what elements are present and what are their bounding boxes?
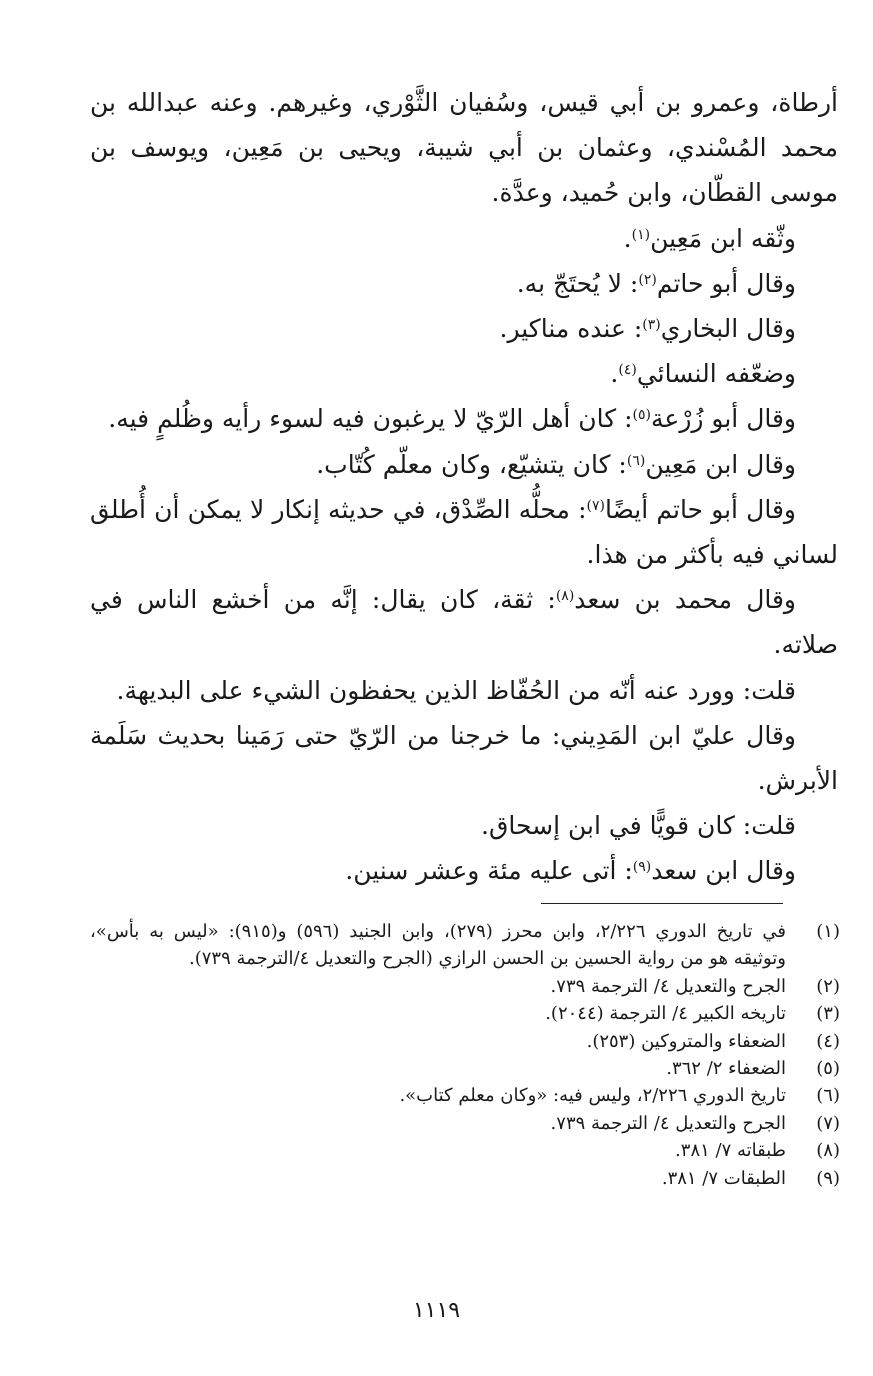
footnote-ref-7[interactable]: (٧): [586, 497, 605, 514]
paragraph-5-tail: .: [610, 359, 619, 389]
paragraph-8-text: وقال أبو حاتم أيضًا: [604, 494, 796, 524]
footnote-ref-5[interactable]: (٥): [632, 407, 652, 424]
paragraph-6-tail: : كان أهل الرّيّ لا يرغبون فيه لسوء رأيه وظُلمٍ فيه.: [108, 404, 633, 434]
footnote-text: الطبقات ٧/ ٣٨١.: [661, 1167, 786, 1189]
paragraph-2-text: وثّقه ابن مَعِين: [650, 223, 796, 253]
footnote-text: في تاريخ الدوري ٢/٢٢٦، وابن محرز (٢٧٩)، وابن الجنيد (٥٩٦) و(٩١٥): «ليس به بأس»، وتوثيقه هو من رواية الحسين بن الحسن الرازي (الجرح والتعديل ٤/الترجمة ٧٣٩).: [90, 921, 786, 970]
footnote-9: [90, 1165, 840, 1192]
paragraph-9: [90, 577, 838, 667]
footnote-8: [90, 1137, 840, 1164]
footnote-ref-1[interactable]: (١): [631, 226, 651, 243]
footnote-text: الجرح والتعديل ٤/ الترجمة ٧٣٩.: [550, 975, 786, 997]
paragraph-7-text: وقال ابن مَعِين: [645, 449, 796, 479]
footnote-number: (١): [816, 921, 840, 942]
paragraph-12: قلت: كان قويًّا في ابن إسحاق.: [481, 811, 796, 841]
page-number: ١١١٩: [412, 1298, 461, 1323]
footnote-text: طبقاته ٧/ ٣٨١.: [675, 1140, 786, 1162]
footnote-number: (٩): [816, 1167, 840, 1189]
paragraph-9-tail: : ثقة، كان يقال: إنَّه من أخشع الناس في صلاته.: [90, 585, 838, 660]
paragraph-1: أرطاة، وعمرو بن أبي قيس، وسُفيان الثَّوْري، وغيرهم. وعنه عبدالله بن محمد المُسْندي، وعثمان بن أبي شيبة، ويحيى بن مَعِين، ويوسف بن موسى القطّان، وابن حُميد، وعدَّة.: [90, 88, 838, 208]
footnote-number: (٦): [816, 1085, 840, 1107]
footnote-5: [90, 1055, 840, 1082]
paragraph-9-text: وقال محمد بن سعد: [574, 585, 797, 615]
paragraph-2-tail: .: [623, 223, 632, 253]
footnote-ref-8[interactable]: (٨): [555, 588, 575, 605]
paragraph-13: [90, 848, 838, 893]
footnote-text: تاريخ الدوري ٢/٢٢٦، وليس فيه: «وكان معلم كتاب».: [399, 1085, 786, 1107]
footnote-ref-3[interactable]: (٣): [642, 317, 661, 334]
footnote-text: الجرح والتعديل ٤/ الترجمة ٧٣٩.: [550, 1112, 786, 1134]
footnote-text: الضعفاء والمتروكين (٢٥٣).: [586, 1030, 786, 1052]
paragraph-4-text: وقال البخاري: [660, 314, 796, 344]
footnote-text: تاريخه الكبير ٤/ الترجمة (٢٠٤٤).: [545, 1003, 786, 1025]
paragraph-8: [90, 487, 838, 577]
footnote-ref-9[interactable]: (٩): [632, 859, 652, 876]
footnote-number: (٢): [816, 975, 840, 997]
footnote-6: [90, 1082, 840, 1109]
footnote-divider: [541, 903, 783, 904]
paragraph-5-text: وضعّفه النسائي: [636, 359, 796, 389]
paragraph-13-tail: : أتى عليه مئة وعشر سنين.: [345, 856, 633, 886]
paragraph-6-text: وقال أبو زُرْعة: [651, 404, 796, 434]
paragraph-13-text: وقال ابن سعد: [651, 856, 796, 886]
paragraph-7: [90, 442, 838, 487]
footnote-number: (٧): [816, 1112, 840, 1134]
paragraph-11: وقال عليّ ابن المَدِيني: ما خرجنا من الرّيّ حتى رَمَينا بحديث سَلَمة الأبرش.: [90, 720, 838, 796]
paragraph-3-tail: : لا يُحتَجّ به.: [516, 268, 639, 298]
paragraph-2: [90, 216, 838, 261]
paragraph-3-text: وقال أبو حاتم: [656, 268, 796, 298]
footnote-ref-4[interactable]: (٤): [618, 362, 637, 379]
paragraph-4-tail: : عنده مناكير.: [499, 314, 643, 344]
paragraph-5: [90, 351, 838, 396]
paragraph-6: [90, 396, 838, 441]
footnote-7: [90, 1110, 840, 1137]
footnotes: [90, 918, 840, 1192]
main-text-block: [90, 80, 838, 894]
footnote-number: (٣): [816, 1003, 840, 1025]
paragraph-7-tail: : كان يتشيّع، وكان معلّم كُتّاب.: [316, 449, 627, 479]
paragraph-8-tail: : محلُّه الصِّدْق، في حديثه إنكار لا يمكن أن أُطلق لساني فيه بأكثر من هذا.: [90, 494, 838, 570]
paragraph-4: [90, 306, 838, 351]
footnote-number: (٨): [816, 1140, 840, 1162]
footnote-number: (٤): [816, 1030, 840, 1052]
footnote-number: (٥): [816, 1058, 840, 1080]
footnote-4: [90, 1028, 840, 1055]
footnote-1: [90, 918, 840, 973]
footnote-ref-2[interactable]: (٢): [638, 271, 657, 288]
footnote-3: [90, 1000, 840, 1027]
paragraph-3: [90, 261, 838, 306]
paragraph-10: قلت: وورد عنه أنّه من الحُفّاظ الذين يحفظون الشيء على البديهة.: [116, 675, 796, 705]
footnote-text: الضعفاء ٢/ ٣٦٢.: [666, 1058, 786, 1080]
main-text: [90, 80, 838, 894]
footnote-2: [90, 973, 840, 1000]
footnote-ref-6[interactable]: (٦): [626, 452, 646, 469]
